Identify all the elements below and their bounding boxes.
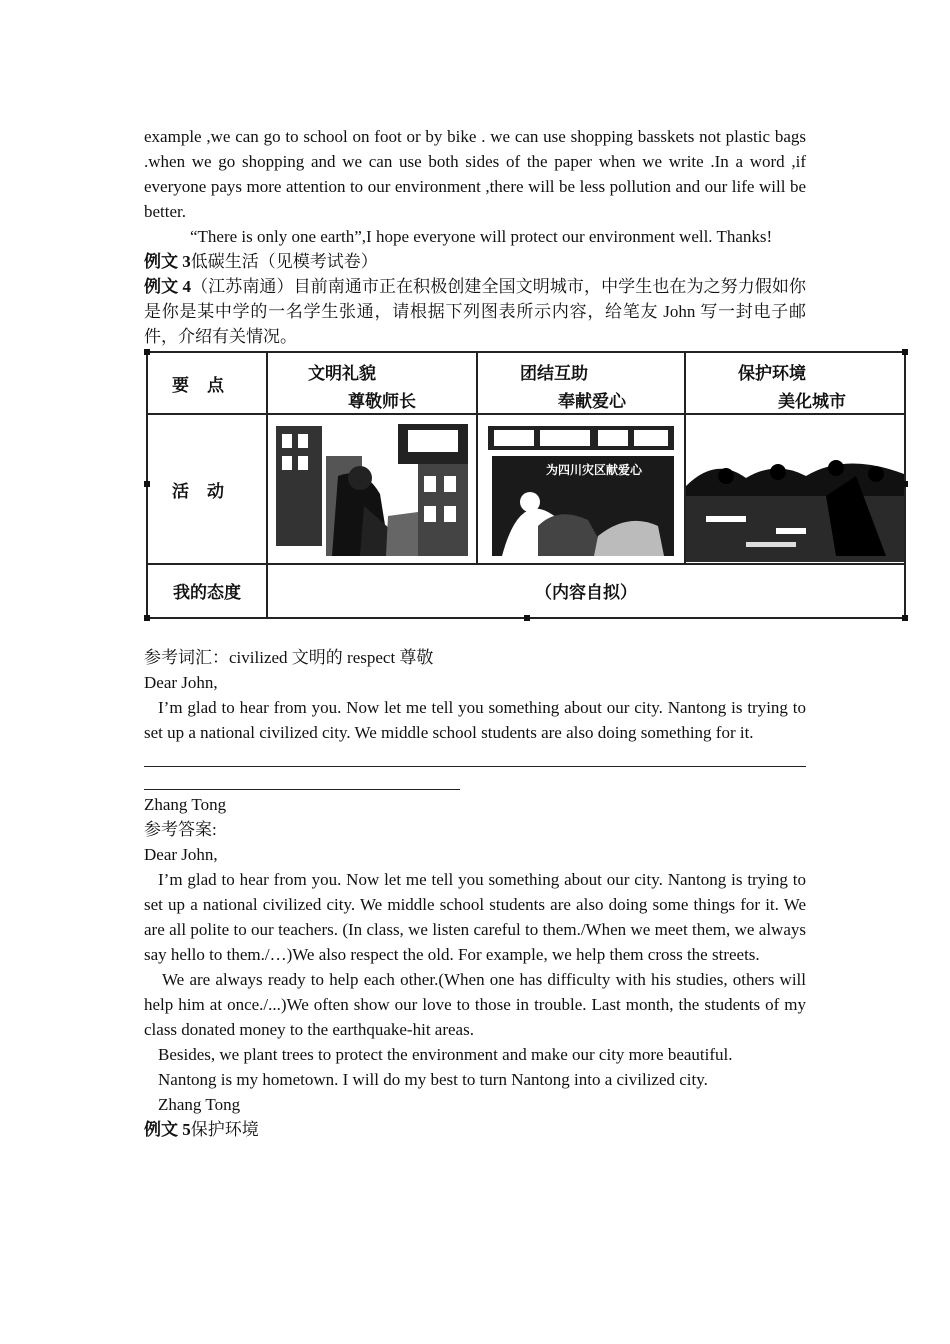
example-5-heading [144,1117,806,1142]
row-key-attitude: 我的态度 [147,564,267,618]
row-key-header: 要点 [147,352,267,414]
letter-greeting: Dear John, [144,673,218,692]
example-3-text: 低碳生活（见模考试卷） [190,252,378,271]
letter-body: I’m glad to hear from you. Now let me tell you something about our city. Nantong is trying to set up a national civilized city. We middle school students are also doing something for it. [144,698,806,742]
example-5-label: 例文 5 [144,1120,191,1139]
col1-header [267,352,477,414]
col1-line1: 文明礼貌 [308,364,376,384]
attitude-cell: （内容自拟） [267,564,905,618]
answer-paragraph-2: We are always ready to help each other.(When one has difficulty with his studies, others will help him at once./...)We often show our love to those in trouble. Last month, the students of my class donated money to the earthquake-hit areas. [144,970,806,1039]
answer-paragraph-4: Nantong is my hometown. I will do my best to turn Nantong into a civilized city. [158,1070,708,1089]
handle-middle-left [144,481,150,487]
handle-bottom-middle [524,615,530,621]
vocabulary-hint: 参考词汇：civilized 文明的 respect 尊敬 [144,648,434,667]
col1-line2: 尊敬师长 [348,392,416,412]
handle-top-right [902,349,908,355]
answer-greeting: Dear John, [144,845,218,864]
col2-header [477,352,685,414]
paragraph-one-earth: “There is only one earth”,I hope everyone will protect our environment well. Thanks! [190,227,773,246]
col3-header [685,352,905,414]
handle-middle-right [902,481,908,487]
example-5-text: 保护环境 [190,1120,259,1139]
answer-paragraph-3: Besides, we plant trees to protect the environment and make our city more beautiful. [158,1045,733,1064]
answer-line-1 [144,766,806,767]
example-4-text: （江苏南通）目前南通市正在积极创建全国文明城市，中学生也在为之努力假如你是你是某中学的一名学生张通，请根据下列图表所示内容，给笔友 John 写一封电子邮件，介绍有关情况。 [144,277,806,346]
answer-paragraph-1: I’m glad to hear from you. Now let me tell you something about our city. Nantong is trying to set up a national civilized city. We middle school students are also doing some things for it. We are all polite to our teachers. (In class, we listen careful to them./When we meet them, we always say hello to them./…)We also respect the old. For example, we help them cross the streets. [144,870,806,964]
photo-environment-cell [685,414,905,563]
handle-bottom-right [902,615,908,621]
answer-line-2 [144,789,460,790]
photo-mutual-help-image [478,416,684,562]
example-3-label: 例文 3 [144,252,191,271]
letter-signature: Zhang Tong [144,795,227,814]
photo-courtesy-cell [267,414,477,563]
banner-text: 为四川灾区献爱心 [545,463,643,478]
answer-signature: Zhang Tong [158,1095,241,1114]
example-4-prompt [144,274,806,349]
photo-environment-image [686,416,904,562]
handle-top-left [144,349,150,355]
col2-line1: 团结互助 [520,364,588,384]
row-key-activity: 活动 [147,414,267,563]
example-4-label: 例文 4 [144,277,191,296]
activity-table-figure [146,351,908,621]
answer-label: 参考答案: [144,820,217,839]
col2-line2: 奉献爱心 [558,392,626,412]
activity-table [146,351,906,619]
col3-line2: 美化城市 [778,392,846,412]
col3-line1: 保护环境 [738,364,806,384]
photo-mutual-help-cell [477,414,685,563]
example-3-heading [144,249,806,274]
document-page [144,124,846,1142]
paragraph-environment-tips: example ,we can go to school on foot or by bike . we can use shopping basskets not plastic bags .when we go shopping and we can use both sides of the paper when we write .In a word ,if everyone pays more attention to our environment ,there will be less pollution and our life will be better. [144,127,806,221]
photo-courtesy-image [268,416,476,562]
handle-bottom-left [144,615,150,621]
